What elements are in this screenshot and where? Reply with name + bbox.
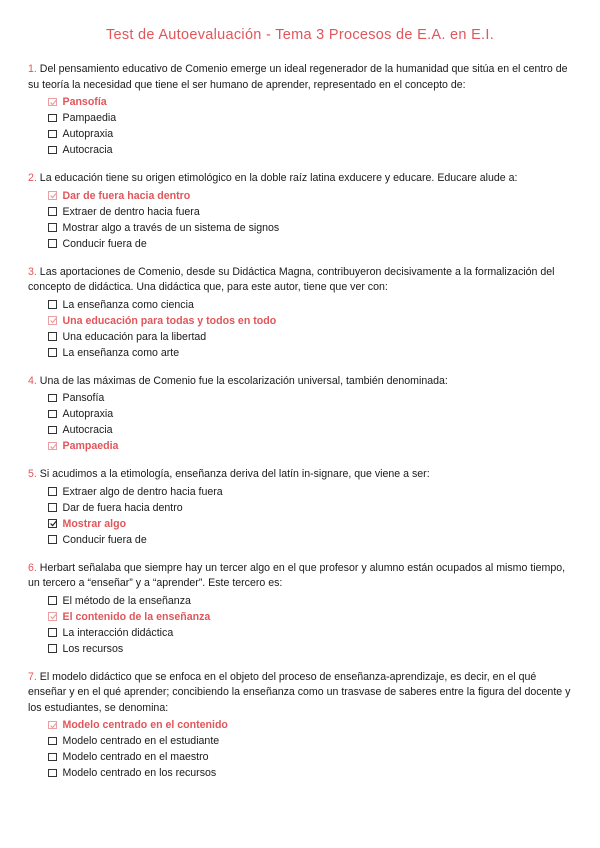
checkbox-icon[interactable] [48, 348, 57, 357]
question-4 [28, 374, 572, 455]
question-6 [28, 561, 572, 657]
checkbox-icon[interactable] [48, 737, 57, 746]
question-text [28, 374, 572, 390]
answer-option[interactable] [48, 236, 572, 252]
question-statement: Las aportaciones de Comenio, desde su Didáctica Magna, contribuyeron decisivamente a la formalización del concepto de didáctica. Una didáctica que, para este autor, tiene que ver con: [28, 265, 555, 293]
checkbox-icon[interactable] [48, 644, 57, 653]
answer-option-label: Dar de fuera hacia dentro [62, 501, 183, 514]
answer-option[interactable] [48, 422, 572, 438]
answer-option[interactable] [48, 204, 572, 220]
checkbox-icon[interactable] [48, 146, 57, 155]
answer-option-label: Autopraxia [62, 408, 114, 420]
question-list [28, 62, 572, 781]
answer-option[interactable] [48, 516, 572, 532]
checkbox-icon[interactable] [48, 535, 57, 544]
question-number: 6. [28, 561, 37, 574]
answer-options [28, 94, 572, 158]
answer-option[interactable] [48, 484, 572, 500]
page-title: Test de Autoevaluación - Tema 3 Procesos de E.A. en E.I. [105, 27, 495, 43]
answer-option[interactable] [48, 733, 572, 749]
answer-option-label: Modelo centrado en el estudiante [62, 735, 220, 747]
answer-option[interactable] [48, 532, 572, 548]
question-number: 2. [28, 172, 37, 184]
checkbox-icon[interactable] [48, 769, 57, 778]
question-text [28, 265, 572, 296]
answer-options [28, 297, 572, 361]
answer-option-label: Una educación para todas y todos en todo [62, 314, 277, 327]
checked-checkbox-icon[interactable] [48, 442, 57, 451]
answer-option-label: Autopraxia [62, 128, 114, 140]
answer-option-label: Mostrar algo a través de un sistema de signos [62, 221, 280, 234]
answer-option[interactable] [48, 94, 572, 110]
checkbox-icon[interactable] [48, 300, 57, 309]
question-3 [28, 265, 572, 361]
answer-option[interactable] [48, 390, 572, 406]
checkbox-icon[interactable] [48, 207, 57, 216]
checkbox-icon[interactable] [48, 487, 57, 496]
checkbox-icon[interactable] [48, 394, 57, 403]
answer-option[interactable] [48, 717, 572, 733]
answer-option-label: Modelo centrado en el maestro [62, 751, 209, 763]
answer-option-label: El contenido de la enseñanza [62, 610, 211, 623]
checkbox-icon[interactable] [48, 239, 57, 248]
checkbox-icon[interactable] [48, 332, 57, 341]
question-5 [28, 467, 572, 548]
answer-option[interactable] [48, 142, 572, 158]
checkbox-icon[interactable] [48, 223, 57, 232]
answer-option[interactable] [48, 749, 572, 765]
question-text [28, 467, 572, 483]
checkbox-icon[interactable] [48, 596, 57, 605]
answer-option-label: La enseñanza como arte [62, 346, 180, 359]
checkbox-icon[interactable] [48, 130, 57, 139]
answer-option[interactable] [48, 126, 572, 142]
question-statement: El modelo didáctico que se enfoca en el objeto del proceso de enseñanza-aprendizaje, es decir, en el qué enseñar y en el qué aprender; concibiendo la enseñanza como un trasvase de saberes entre la figura del docente y los estudiantes, se denomina: [28, 670, 571, 714]
answer-option-label: Pansofía [62, 96, 107, 108]
question-text [28, 171, 572, 187]
answer-option[interactable] [48, 188, 572, 204]
checkbox-icon[interactable] [48, 753, 57, 762]
answer-option-label: Extraer de dentro hacia fuera [62, 205, 200, 218]
answer-options [28, 717, 572, 781]
answer-options [28, 593, 572, 657]
answer-option-label: Conducir fuera de [62, 533, 147, 546]
answer-option-label: Conducir fuera de [62, 237, 147, 250]
question-number: 3. [28, 265, 37, 278]
question-7 [28, 670, 572, 782]
answer-options [28, 390, 572, 454]
question-number: 7. [28, 670, 37, 683]
answer-option-label: La enseñanza como ciencia [62, 298, 194, 311]
question-statement: Herbart señalaba que siempre hay un tercer algo en el que profesor y alumno están ocupados al mismo tiempo, un tercero a “enseñar” y a “aprender”. Este tercero es: [28, 561, 566, 589]
checked-checkbox-icon[interactable] [48, 612, 57, 621]
checkbox-icon[interactable] [48, 426, 57, 435]
answer-option-label: Mostrar algo [62, 517, 127, 530]
question-2 [28, 171, 572, 252]
question-number: 4. [28, 374, 37, 387]
answer-option[interactable] [48, 329, 572, 345]
checkbox-icon[interactable] [48, 628, 57, 637]
answer-option-label: Los recursos [62, 642, 124, 655]
answer-options [28, 484, 572, 548]
question-text [28, 62, 572, 93]
answer-option[interactable] [48, 345, 572, 361]
answer-option[interactable] [48, 297, 572, 313]
checked-checkbox-icon[interactable] [48, 316, 57, 325]
question-statement: Si acudimos a la etimología, enseñanza deriva del latín in-signare, que viene a ser: [39, 468, 430, 480]
checkbox-icon[interactable] [48, 503, 57, 512]
answer-option[interactable] [48, 220, 572, 236]
question-number: 1. [28, 63, 37, 75]
question-text [28, 670, 572, 717]
checked-checkbox-icon[interactable] [48, 191, 57, 200]
answer-option-label: Autocracia [62, 144, 113, 156]
answer-option-label: Modelo centrado en los recursos [62, 767, 217, 779]
answer-option[interactable] [48, 609, 572, 625]
answer-option[interactable] [48, 500, 572, 516]
answer-option-label: Pampaedia [62, 112, 117, 124]
question-statement: La educación tiene su origen etimológico en la doble raíz latina exducere y educare. Educare alude a: [39, 172, 518, 184]
checkbox-icon[interactable] [48, 410, 57, 419]
answer-option[interactable] [48, 438, 572, 454]
answer-option[interactable] [48, 593, 572, 609]
answer-option-label: La interacción didáctica [62, 626, 174, 639]
question-statement: Del pensamiento educativo de Comenio emerge un ideal regenerador de la humanidad que sitúa en el centro de su teoría la necesidad que tiene el ser humano de aprender, representado en el concepto de: [28, 63, 568, 91]
checked-checkbox-icon[interactable] [48, 721, 57, 730]
answer-option-label: Pampaedia [62, 440, 119, 452]
question-number: 5. [28, 468, 37, 480]
question-statement: Una de las máximas de Comenio fue la escolarización universal, también denominada: [39, 374, 448, 387]
answer-options [28, 188, 572, 252]
answer-option-label: El método de la enseñanza [62, 594, 191, 607]
checkbox-icon[interactable] [48, 114, 57, 123]
answer-option[interactable] [48, 765, 572, 781]
answer-option-label: Pansofía [62, 392, 105, 404]
question-text [28, 561, 572, 592]
answer-option[interactable] [48, 641, 572, 657]
answer-option-label: Modelo centrado en el contenido [62, 719, 228, 731]
question-1 [28, 62, 572, 158]
answer-option[interactable] [48, 313, 572, 329]
answer-option-label: Una educación para la libertad [62, 330, 207, 343]
answer-option[interactable] [48, 406, 572, 422]
checked-checkbox-icon[interactable] [48, 98, 57, 107]
answer-option-label: Extraer algo de dentro hacia fuera [62, 485, 223, 498]
answer-option-label: Dar de fuera hacia dentro [62, 189, 191, 202]
answer-option[interactable] [48, 625, 572, 641]
answer-option-label: Autocracia [62, 424, 113, 436]
answer-option[interactable] [48, 110, 572, 126]
checked-checkbox-icon[interactable] [48, 519, 57, 528]
